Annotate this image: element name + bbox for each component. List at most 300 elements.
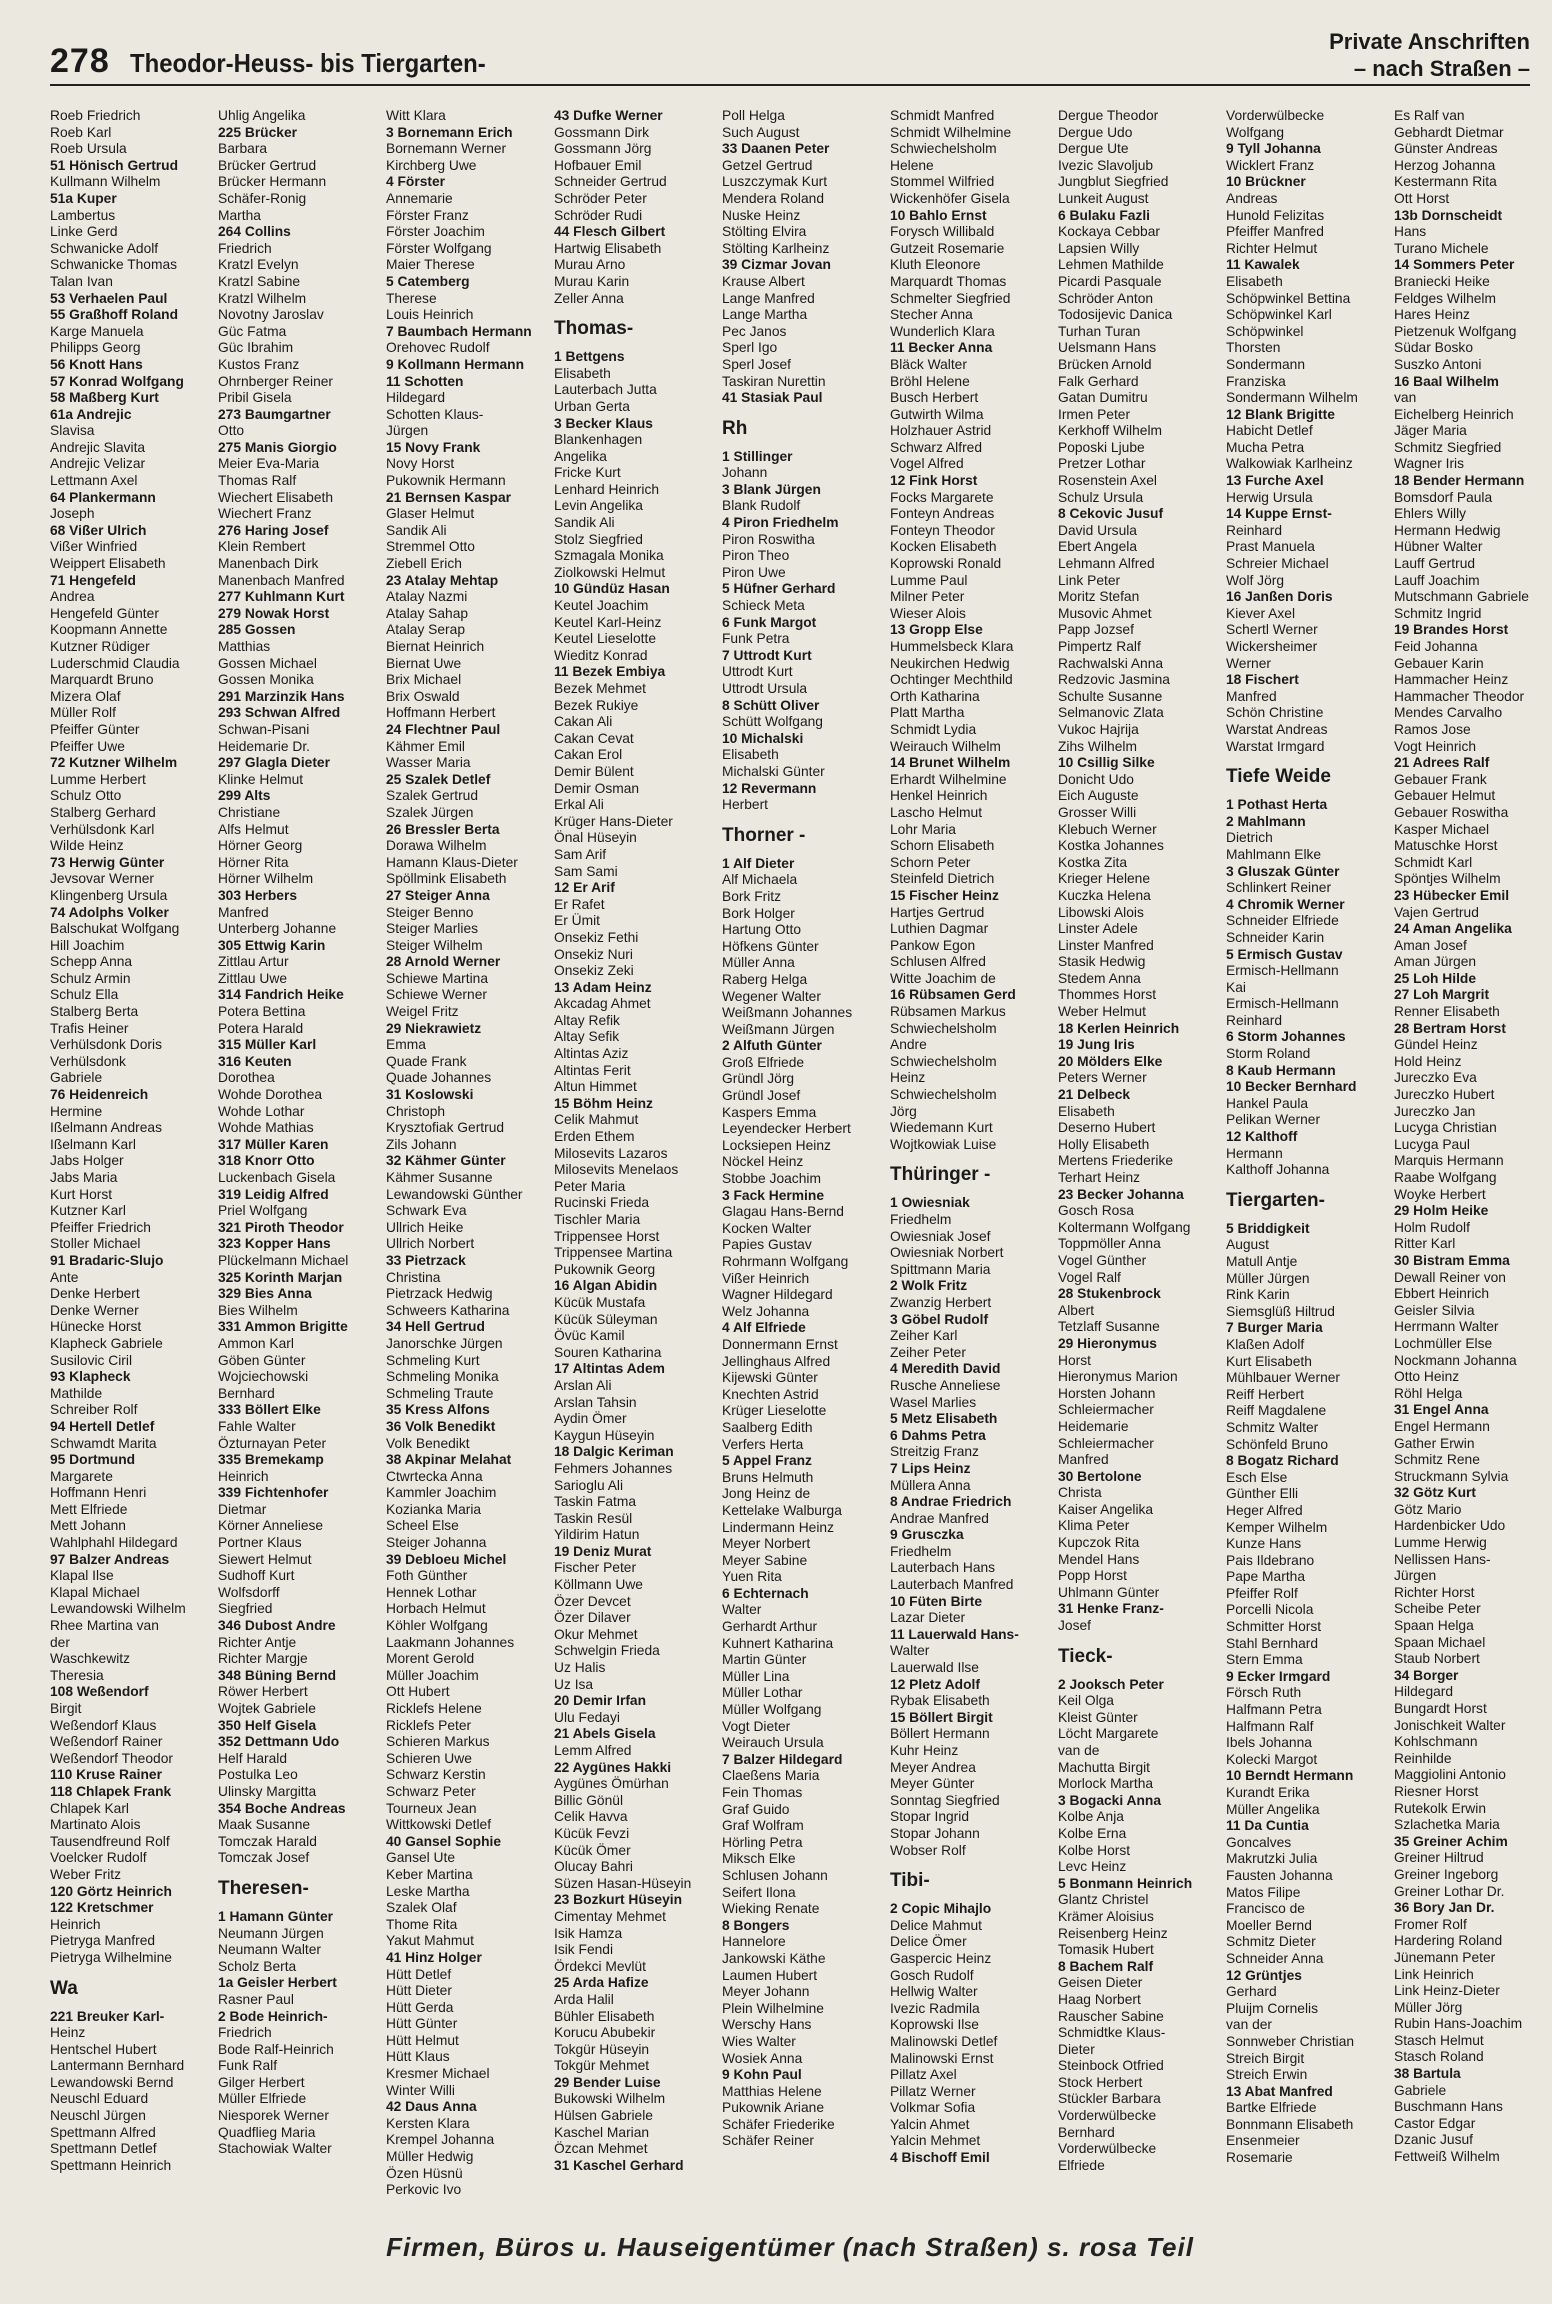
resident-entry: Brücken Arnold (1058, 356, 1152, 372)
resident-entry: 8 Bongers (722, 1917, 790, 1933)
resident-entry: Kammler Joachim (386, 1485, 497, 1501)
resident-entry: Jünemann Peter (1394, 1949, 1496, 1965)
resident-entry: Terhart Heinz (1058, 1170, 1141, 1185)
resident-entry: Er Rafet (554, 896, 605, 912)
resident-entry: Streich Birgit (1226, 2050, 1305, 2066)
resident-entry: Elisabeth (1058, 1103, 1115, 1119)
resident-entry: Goncalves (1226, 1834, 1292, 1850)
page-number: 278 (50, 42, 110, 80)
resident-entry: Kozianka Maria (386, 1501, 482, 1517)
header-divider (50, 84, 1530, 86)
resident-entry: Lenhard Heinrich (554, 481, 660, 497)
resident-entry: 352 Dettmann Udo (218, 1734, 340, 1750)
resident-entry: 14 Kuppe Ernst- (1226, 506, 1332, 522)
resident-entry: Pillatz Axel (890, 2067, 957, 2083)
resident-entry: Woyke Herbert (1394, 1186, 1486, 1202)
resident-entry: Schöpwinkel Bettina (1226, 290, 1351, 306)
resident-entry: 275 Manis Giorgio (218, 439, 337, 455)
resident-entry: Yakut Mahmut (386, 1933, 474, 1949)
resident-entry: Matull Antje (1226, 1254, 1298, 1269)
resident-entry: Müllera Anna (890, 1477, 971, 1493)
resident-entry: Göben Günter (218, 1352, 306, 1368)
resident-entry: Volkmar Sofia (890, 2100, 976, 2116)
resident-entry: Süzen Hasan-Hüseyin (554, 1875, 692, 1891)
resident-entry: 31 Koslowski (386, 1087, 474, 1103)
resident-entry: Mathilde (50, 1385, 103, 1401)
resident-entry: 225 Brücker (218, 124, 298, 140)
resident-entry: Schotten Klaus- (386, 406, 484, 422)
resident-entry: Raabe Wolfgang (1394, 1170, 1497, 1185)
resident-entry: Arslan Tahsin (554, 1394, 637, 1410)
resident-entry: Perkovic Ivo (386, 2182, 462, 2198)
resident-entry: Emma (386, 1037, 426, 1053)
resident-entry: Jabs Maria (50, 1170, 118, 1185)
resident-entry: Wasel Marlies (890, 1394, 977, 1410)
resident-entry: Pukownik Hermann (386, 473, 506, 489)
resident-entry: Sandik Ali (386, 522, 447, 538)
resident-entry: Kocken Walter (722, 1220, 812, 1236)
resident-entry: Keber Martina (386, 1866, 473, 1882)
resident-entry: Stobbe Joachim (722, 1171, 821, 1187)
resident-entry: Otto Heinz (1394, 1369, 1460, 1385)
resident-entry: Gründl Josef (722, 1088, 801, 1104)
resident-entry: Schmeling Kurt (386, 1352, 480, 1368)
resident-entry: 9 Kollmann Hermann (386, 356, 524, 372)
resident-entry: Fischer Peter (554, 1560, 637, 1576)
resident-entry: Arslan Ali (554, 1377, 612, 1393)
resident-entry: 94 Hertell Detlef (50, 1418, 155, 1434)
resident-entry: Zeiher Peter (890, 1344, 966, 1360)
resident-entry: Warstat Andreas (1226, 721, 1328, 737)
resident-entry: Reiff Magdalene (1226, 1403, 1327, 1419)
resident-entry: Kluth Eleonore (890, 257, 981, 273)
resident-entry: 10 Bahlo Ernst (890, 207, 987, 223)
resident-entry: 29 Bender Luise (554, 2074, 661, 2090)
resident-entry: Rink Karin (1226, 1287, 1290, 1303)
resident-entry: 93 Klapheck (50, 1369, 131, 1385)
resident-entry: 51 Hönisch Gertrud (50, 157, 179, 173)
resident-entry: Lambertus (50, 207, 116, 223)
resident-entry: 5 Ermisch Gustav (1226, 946, 1343, 962)
resident-entry: 4 Meredith David (890, 1361, 1001, 1377)
resident-entry: Hildegard (386, 390, 446, 406)
resident-entry: Neumann Walter (218, 1942, 322, 1958)
resident-entry: Fonteyn Andreas (890, 506, 995, 522)
resident-entry: Maggiolini Antonio (1394, 1767, 1506, 1783)
resident-entry: 41 Stasiak Paul (722, 390, 823, 406)
directory-column (722, 108, 880, 2228)
resident-entry: Orehovec Rudolf (386, 340, 490, 356)
resident-entry: Höfkens Günter (722, 938, 819, 954)
resident-entry: Claeßens Maria (722, 1768, 820, 1784)
resident-entry: 12 Blank Brigitte (1226, 406, 1335, 422)
resident-entry: Jäger Maria (1394, 423, 1467, 439)
resident-entry: Hermann (1226, 1145, 1283, 1161)
resident-entry: Stolz Siegfried (554, 531, 643, 547)
resident-entry: Joseph (50, 506, 95, 522)
resident-entry: Trippensee Horst (554, 1228, 660, 1244)
resident-entry: Streitzig Franz (890, 1444, 979, 1460)
resident-entry: Stock Herbert (1058, 2074, 1143, 2090)
resident-entry: Fein Thomas (722, 1785, 803, 1800)
street-heading: Theresen- (218, 1877, 309, 1899)
resident-entry: 16 Rübsamen Gerd (890, 987, 1016, 1003)
resident-entry: Kerkhoff Wilhelm (1058, 423, 1163, 439)
resident-entry: 20 Demir Irfan (554, 1693, 647, 1709)
resident-entry: Luckenbach Gisela (218, 1170, 336, 1185)
resident-entry: Schütt Wolfgang (722, 714, 823, 730)
resident-entry: 25 Szalek Detlef (386, 771, 491, 787)
resident-entry: Röhl Helga (1394, 1385, 1463, 1401)
resident-entry: 64 Plankermann (50, 489, 156, 505)
resident-entry: Kratzl Sabine (218, 273, 301, 289)
resident-entry: Priel Wolfgang (218, 1203, 308, 1219)
resident-entry: Welz Johanna (722, 1303, 810, 1319)
resident-entry: Lemm Alfred (554, 1743, 632, 1758)
resident-entry: 21 Delbeck (1058, 1087, 1131, 1103)
resident-entry: Wunderlich Klara (890, 323, 995, 339)
resident-entry: Bröhl Helene (890, 373, 970, 389)
resident-entry: 10 Füten Birte (890, 1593, 982, 1609)
resident-entry: Arda Halil (554, 1991, 614, 2007)
resident-entry: Greiner Lothar Dr. (1394, 1883, 1505, 1899)
resident-entry: Wicklert Franz (1226, 157, 1315, 173)
resident-entry: Schmitz Dieter (1226, 1934, 1316, 1950)
resident-entry: 291 Marzinzik Hans (218, 688, 345, 704)
resident-entry: Trippensee Martina (554, 1245, 673, 1261)
resident-entry: Gossen Michael (218, 655, 317, 671)
resident-entry: Marquardt Bruno (50, 672, 154, 688)
resident-entry: Günther Elli (1226, 1486, 1299, 1502)
resident-entry: Tomczak Harald (218, 1833, 317, 1849)
resident-entry: Reinhard (1226, 1012, 1282, 1028)
resident-entry: 4 Bischoff Emil (890, 2150, 990, 2166)
resident-entry: Rybak Elisabeth (890, 1693, 990, 1709)
resident-entry: Kresmer Michael (386, 2066, 490, 2082)
resident-entry: Maak Susanne (218, 1817, 311, 1833)
resident-entry: Kupczok Rita (1058, 1535, 1140, 1551)
resident-entry: Saalberg Edith (722, 1419, 813, 1435)
resident-entry: Philipps Georg (50, 340, 141, 356)
resident-entry: Hübner Walter (1394, 539, 1483, 555)
resident-entry: Stecher Anna (890, 307, 973, 323)
resident-entry: Ißelmann Andreas (50, 1120, 162, 1136)
resident-entry: Kiever Axel (1226, 605, 1296, 621)
resident-entry: Ermisch-Hellmann (1226, 963, 1339, 979)
resident-entry: Hardering Roland (1394, 1933, 1503, 1949)
resident-entry: Stalberg Gerhard (50, 804, 156, 820)
resident-entry: Walkowiak Karlheinz (1226, 456, 1353, 472)
resident-entry: Ivezic Slavoljub (1058, 157, 1154, 173)
resident-entry: Souren Katharina (554, 1344, 662, 1360)
resident-entry: 68 Vißer Ulrich (50, 522, 147, 538)
resident-entry: Müller Lina (722, 1668, 790, 1684)
resident-entry: Weber Fritz (50, 1866, 122, 1882)
resident-entry: Vogel Alfred (890, 456, 964, 472)
resident-entry: Miksch Elke (722, 1851, 796, 1867)
resident-entry: Owiesniak Josef (890, 1228, 991, 1244)
resident-entry: Neuschl Eduard (50, 2091, 149, 2107)
resident-entry: Müller Rolf (50, 705, 116, 721)
resident-entry: Schmitter Horst (1226, 1619, 1322, 1635)
resident-entry: Vißer Winfried (50, 539, 138, 555)
resident-entry: 2 Jooksch Peter (1058, 1676, 1164, 1692)
resident-entry: Gerhardt Arthur (722, 1619, 818, 1635)
resident-entry: Pukownik Ariane (722, 2100, 825, 2116)
resident-entry: 39 Debloeu Michel (386, 1551, 507, 1567)
resident-entry: Stopar Johann (890, 1825, 980, 1841)
resident-entry: Jureczko Jan (1394, 1103, 1476, 1119)
resident-entry: Schieren Markus (386, 1734, 490, 1750)
resident-entry: Ott Horst (1394, 190, 1450, 206)
resident-entry: Stoller Michael (50, 1236, 141, 1252)
resident-entry: Bungardt Horst (1394, 1701, 1487, 1716)
resident-entry: Christiane (218, 804, 281, 820)
resident-entry: 36 Bory Jan Dr. (1394, 1900, 1495, 1916)
resident-entry: Wagner Hildegard (722, 1287, 833, 1303)
resident-entry: Neukirchen Hedwig (890, 655, 1010, 671)
resident-entry: Gebauer Karin (1394, 655, 1484, 671)
resident-entry: Porcelli Nicola (1226, 1602, 1314, 1618)
resident-entry: Müller Joachim (386, 1667, 479, 1683)
resident-entry: 5 Catemberg (386, 273, 470, 289)
resident-entry: 13b Dornscheidt (1394, 207, 1503, 223)
resident-entry: Glagau Hans-Bernd (722, 1204, 844, 1220)
resident-entry: Pais Ildebrano (1226, 1552, 1315, 1568)
resident-entry: Murau Arno (554, 257, 626, 273)
resident-entry: Steiger Benno (386, 904, 474, 920)
resident-entry: Talan Ivan (50, 273, 113, 289)
resident-entry: Gossen Monika (218, 672, 314, 688)
resident-entry: Bühler Elisabeth (554, 2008, 655, 2024)
resident-entry: Scholz Berta (218, 1958, 297, 1974)
resident-entry: 1 Bettgens (554, 349, 625, 365)
resident-entry: Weßendorf Klaus (50, 1717, 157, 1733)
resident-entry: Spöllmink Elisabeth (386, 871, 507, 887)
resident-entry: 27 Steiger Anna (386, 887, 490, 903)
resident-entry: Ulinsky Margitta (218, 1783, 317, 1799)
resident-entry: Pribil Gisela (218, 390, 292, 406)
directory-column (1058, 108, 1216, 2228)
resident-entry: Vißer Heinrich (722, 1270, 810, 1286)
resident-entry: Zittlau Uwe (218, 970, 288, 986)
resident-entry: Hans (1394, 224, 1427, 240)
resident-entry: Knechten Astrid (722, 1386, 819, 1402)
resident-entry: Vogt Dieter (722, 1718, 791, 1734)
resident-entry: Tomczak Josef (218, 1850, 310, 1866)
resident-entry: Schwarz Alfred (890, 439, 983, 455)
resident-entry: Gabriele (50, 1070, 103, 1086)
resident-entry: Hammacher Heinz (1394, 672, 1509, 688)
resident-entry: Lindermann Heinz (722, 1519, 834, 1535)
resident-entry: 33 Pietrzack (386, 1252, 466, 1268)
resident-entry: Neuschl Jürgen (50, 2108, 146, 2124)
resident-entry: 26 Bressler Berta (386, 821, 500, 837)
resident-entry: Ziebell Erich (386, 556, 462, 572)
resident-entry: Forysch Willibald (890, 224, 995, 240)
resident-entry: Levin Angelika (554, 498, 643, 514)
resident-entry: Biernat Uwe (386, 655, 462, 671)
resident-entry: 10 Michalski (722, 730, 804, 746)
resident-entry: 331 Ammon Brigitte (218, 1319, 348, 1335)
resident-entry: Hörner Wilhelm (218, 871, 314, 887)
resident-entry: Graf Guido (722, 1801, 790, 1817)
resident-entry: Stasik Hedwig (1058, 954, 1146, 970)
resident-entry: Novy Horst (386, 456, 455, 472)
directory-column (554, 108, 712, 2228)
resident-entry: Pluijm Cornelis (1226, 2000, 1319, 2016)
resident-entry: Trafis Heiner (50, 1020, 129, 1036)
resident-entry: 5 Briddigkeit (1226, 1220, 1310, 1236)
resident-entry: Christina (386, 1269, 441, 1285)
resident-entry: Reinhard (1226, 522, 1282, 538)
resident-entry: van (1394, 390, 1417, 406)
resident-entry: Wohde Dorothea (218, 1087, 323, 1103)
resident-entry: Bork Holger (722, 905, 795, 921)
resident-entry: Schneider Elfriede (1226, 913, 1339, 929)
resident-entry: Wojtek Gabriele (218, 1701, 316, 1716)
resident-entry: Uz Isa (554, 1676, 594, 1692)
resident-entry: 12 Grüntjes (1226, 1967, 1302, 1983)
resident-entry: Heidemarie Dr. (218, 738, 311, 754)
resident-entry: Vajen Gertrud (1394, 904, 1479, 920)
resident-entry: Wieditz Konrad (554, 647, 648, 663)
resident-entry: Dergue Theodor (1058, 108, 1159, 123)
resident-entry: Lascho Helmut (890, 804, 983, 820)
resident-entry: Malinowski Ernst (890, 2050, 994, 2066)
resident-entry: Heger Alfred (1226, 1502, 1303, 1518)
resident-entry: Lettmann Axel (50, 473, 138, 489)
resident-entry: Szlachetka Maria (1394, 1817, 1500, 1833)
resident-entry: 30 Bertolone (1058, 1468, 1142, 1484)
resident-entry: Geisen Dieter (1058, 1975, 1143, 1991)
resident-entry: Schwanicke Adolf (50, 240, 159, 256)
resident-entry: Güc Fatma (218, 323, 287, 339)
resident-entry: Donnermann Ernst (722, 1336, 838, 1352)
resident-entry: Staub Norbert (1394, 1651, 1480, 1667)
resident-entry: Christa (1058, 1485, 1102, 1501)
resident-entry: Weirauch Wilhelm (890, 738, 1001, 754)
resident-entry: Rucinski Frieda (554, 1195, 650, 1211)
resident-entry: Kratzl Evelyn (218, 257, 299, 273)
resident-entry: Vorderwülbecke (1058, 2108, 1157, 2124)
resident-entry: 8 Bachem Ralf (1058, 1958, 1154, 1974)
resident-entry: Delice Mahmut (890, 1917, 983, 1933)
resident-entry: Matthias Helene (722, 2083, 822, 2099)
resident-entry: Lumme Herbert (50, 771, 146, 787)
resident-entry: 9 Kohn Paul (722, 2067, 802, 2083)
resident-entry: Onsekiz Nuri (554, 946, 633, 962)
resident-entry: Castor Edgar (1394, 2115, 1476, 2131)
resident-entry: Meyer Sabine (722, 1552, 808, 1568)
resident-entry: Er Ümit (554, 913, 600, 929)
resident-entry: Yuen Rita (722, 1569, 782, 1585)
resident-entry: Onsekiz Zeki (554, 963, 634, 979)
resident-entry: Pillatz Werner (890, 2083, 976, 2099)
resident-entry: Richter Antje (218, 1634, 297, 1650)
resident-entry: 20 Mölders Elke (1058, 1053, 1163, 1069)
resident-entry: Schulte Susanne (1058, 688, 1163, 704)
resident-entry: Spettmann Detlef (50, 2141, 157, 2157)
resident-entry: Wiechert Franz (218, 506, 312, 522)
resident-entry: Es Ralf van (1394, 108, 1465, 123)
resident-entry: 40 Gansel Sophie (386, 1833, 502, 1849)
resident-entry: Hill Joachim (50, 937, 125, 953)
resident-entry: 21 Bernsen Kaspar (386, 489, 512, 505)
resident-entry: Wahlphahl Hildegard (50, 1535, 178, 1551)
resident-entry: Sarioglu Ali (554, 1477, 624, 1493)
resident-entry: Fromer Rolf (1394, 1916, 1467, 1932)
resident-entry: Sudhoff Kurt (218, 1568, 295, 1584)
resident-entry: Makrutzki Julia (1226, 1851, 1318, 1867)
resident-entry: Martha (218, 207, 261, 223)
resident-entry: Morlock Martha (1058, 1776, 1154, 1792)
resident-entry: Klebuch Werner (1058, 821, 1157, 837)
resident-entry: Stölting Karlheinz (722, 240, 830, 256)
resident-entry: 32 Götz Kurt (1394, 1485, 1477, 1501)
resident-entry: Yalcin Mehmet (890, 2133, 981, 2149)
resident-entry: 1 Pothast Herta (1226, 797, 1328, 813)
resident-entry: Hamann Klaus-Dieter (386, 854, 518, 870)
resident-entry: 21 Abels Gisela (554, 1726, 656, 1742)
resident-entry: Francisco de (1226, 1901, 1305, 1917)
resident-entry: Lucyga Paul (1394, 1136, 1470, 1152)
resident-entry: 305 Ettwig Karin (218, 937, 326, 953)
resident-entry: Bruns Helmuth (722, 1469, 814, 1485)
resident-entry: Taskiran Nurettin (722, 373, 826, 389)
resident-entry: 3 Bornemann Erich (386, 124, 513, 140)
resident-entry: Engel Hermann (1394, 1418, 1490, 1434)
resident-entry: Andrejic Velizar (50, 456, 146, 472)
resident-entry: Siemsglüß Hiltrud (1226, 1303, 1335, 1319)
resident-entry: Kleist Günter (1058, 1709, 1138, 1725)
resident-entry: Sandik Ali (554, 515, 615, 531)
resident-entry: Ante (50, 1269, 79, 1285)
resident-entry: Schneider Anna (1226, 1950, 1324, 1966)
resident-entry: Steinbock Otfried (1058, 2058, 1164, 2074)
resident-entry: Jong Heinz de (722, 1486, 811, 1502)
resident-entry: Herrmann Walter (1394, 1319, 1499, 1335)
resident-entry: 18 Kerlen Heinrich (1058, 1020, 1180, 1036)
resident-entry: Dieter (1058, 2041, 1095, 2057)
resident-entry: Schmelter Siegfried (890, 290, 1011, 306)
resident-entry: Uhlig Angelika (218, 108, 306, 123)
resident-entry: Szalek Jürgen (386, 804, 474, 820)
resident-entry: Witte Joachim de (890, 970, 996, 986)
resident-entry: Siewert Helmut (218, 1551, 312, 1567)
resident-entry: Sperl Josef (722, 356, 792, 372)
resident-entry: 6 Echternach (722, 1585, 809, 1601)
resident-entry: Pimpertz Ralf (1058, 639, 1141, 654)
resident-entry: Stölting Elvira (722, 224, 807, 240)
resident-entry: Hütt Dieter (386, 1983, 452, 1999)
resident-entry: 23 Bozkurt Hüseyin (554, 1892, 683, 1908)
resident-entry: Graf Wolfram (722, 1818, 804, 1834)
resident-entry: Gossmann Dirk (554, 124, 650, 140)
resident-entry: Matos Filipe (1226, 1884, 1301, 1900)
resident-entry: Heinrich (50, 1916, 101, 1932)
resident-entry: Andre (890, 1037, 927, 1053)
resident-entry: Roeb Friedrich (50, 108, 141, 123)
resident-entry: Dzanic Jusuf (1394, 2132, 1473, 2148)
resident-entry: Kalthoff Johanna (1226, 1162, 1330, 1178)
resident-entry: Kähmer Susanne (386, 1170, 493, 1185)
resident-entry: Ohrnberger Reiner (218, 373, 334, 389)
resident-entry: Schlusen Alfred (890, 954, 986, 970)
resident-entry: Kijewski Günter (722, 1370, 818, 1386)
resident-entry: 76 Heidenreich (50, 1087, 149, 1103)
resident-entry: Cakan Ali (554, 714, 613, 730)
